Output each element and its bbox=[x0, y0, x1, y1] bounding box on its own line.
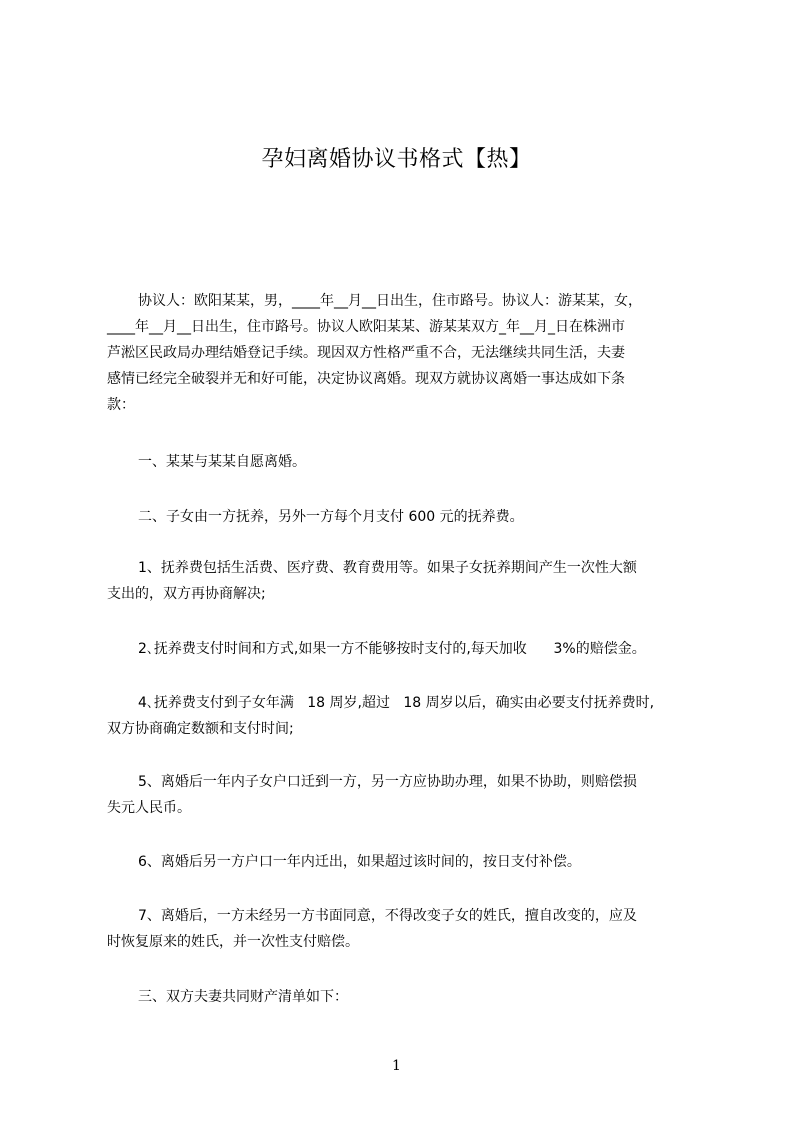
intro-line-4: 感情已经完全破裂并无和好可能，决定协议离婚。现双方就协议离婚一事达成如下条 bbox=[107, 371, 625, 387]
clause-3: 三、双方夫妻共同财产清单如下： bbox=[138, 989, 348, 1005]
intro-line-1: 协议人：欧阳某某，男，____年__月__日出生，住市路号。协议人：游某某，女， bbox=[138, 293, 642, 309]
item-4-line-1: 4､抚养费支付到子女年满 18 周岁,超过 18 周岁以后，确实由必要支付抚养费时, bbox=[138, 695, 655, 711]
item-1-line-2: 支出的，双方再协商解决; bbox=[107, 586, 266, 602]
item-7-line-2: 时恢复原来的姓氏，并一次性支付赔偿。 bbox=[107, 934, 359, 950]
item-5-line-1: 5、离婚后一年内子女户口迁到一方，另一方应协助办理，如果不协助，则赔偿损 bbox=[138, 774, 637, 790]
item-7-line-1: 7、离婚后，一方未经另一方书面同意，不得改变子女的姓氏，擅自改变的，应及 bbox=[138, 908, 637, 924]
item-4-line-2: 双方协商确定数额和支付时间; bbox=[107, 721, 294, 737]
intro-line-3: 芦淞区民政局办理结婚登记手续。现因双方性格严重不合，无法继续共同生活，夫妻 bbox=[107, 345, 625, 361]
item-2: 2､抚养费支付时间和方式,如果一方不能够按时支付的,每天加收 3%的赔偿金。 bbox=[138, 641, 646, 657]
clause-1: 一、某某与某某自愿离婚。 bbox=[138, 454, 306, 470]
document-title: 孕妇离婚协议书格式【热】 bbox=[261, 147, 532, 172]
item-6: 6、离婚后另一方户口一年内迁出，如果超过该时间的，按日支付补偿。 bbox=[138, 854, 581, 870]
item-1-line-1: 1、抚养费包括生活费、医疗费、教育费用等。如果子女抚养期间产生一次性大额 bbox=[138, 560, 637, 576]
intro-line-2: ____年__月__日出生，住市路号。协议人欧阳某某、游某某双方_年__月_日在株洲市 bbox=[107, 319, 625, 335]
item-5-line-2: 失元人民币。 bbox=[107, 800, 191, 816]
intro-line-5: 款： bbox=[107, 397, 135, 413]
page-number: 1 bbox=[392, 1058, 401, 1074]
clause-2: 二、子女由一方抚养，另外一方每个月支付 600 元的抚养费。 bbox=[138, 509, 524, 525]
